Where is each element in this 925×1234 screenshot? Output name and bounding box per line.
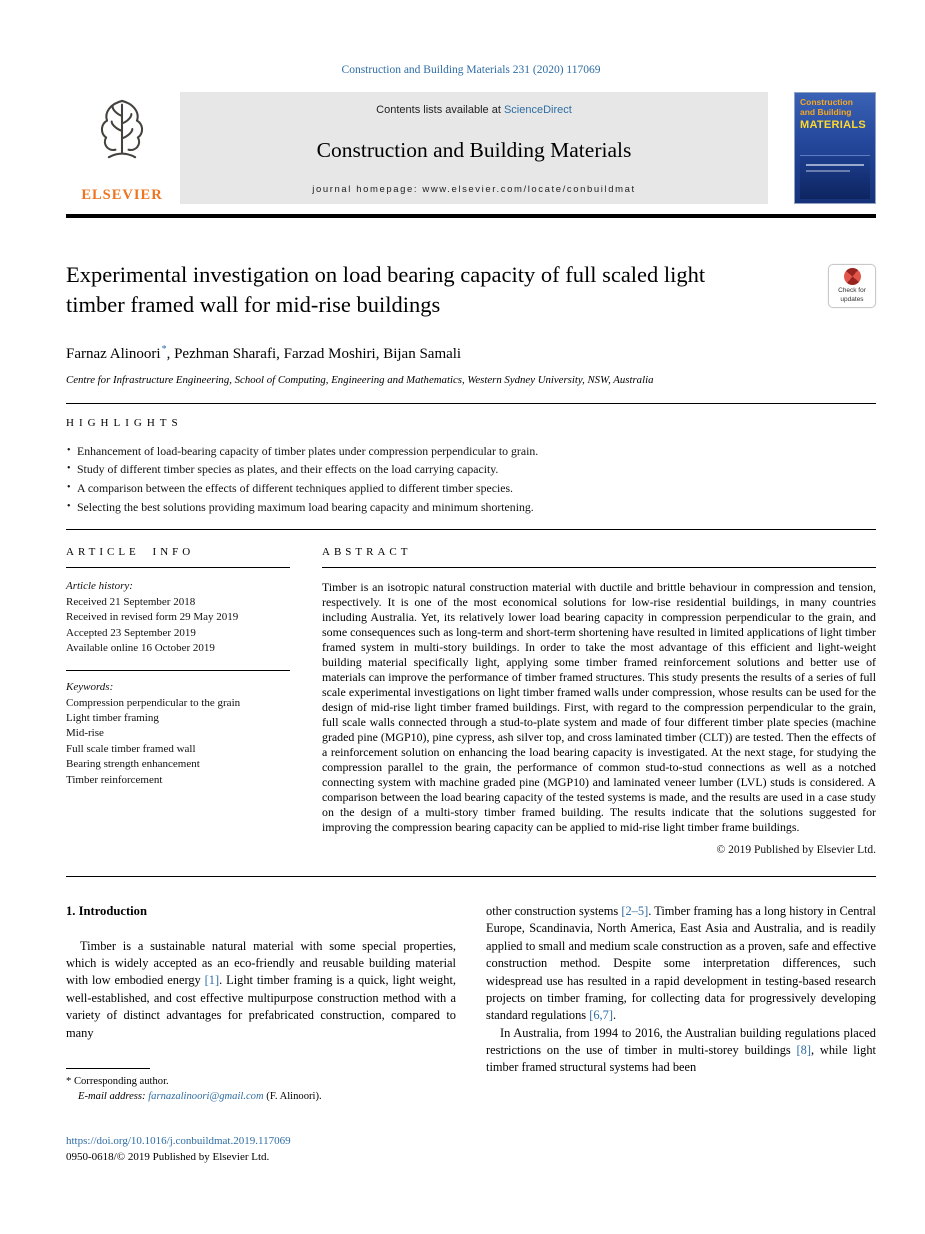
email-note <box>66 1090 456 1105</box>
page-footer <box>66 1135 876 1163</box>
history-online: Available online 16 October 2019 <box>66 642 215 655</box>
abstract-column <box>322 546 876 856</box>
body-paragraph: other construction systems [2–5]. Timber framing has a long history in Central Europe, Scandinavia, North America, East Asia and Australia, and is readily applied to small and medium scale construction as a proven, safe and effective construction method. Despite some interpretation differences, such widespread use has resulted in a rapid development in testing-based research projects on timber framing, for collecting data for progressively developing standard regulations [6,7]. <box>486 904 876 1023</box>
body-paragraph: Timber is a sustainable natural material with some special properties, which is widely accepted as an eco-friendly and reusable building material with low embodied energy [1]. Light timber framing is a quick, light weight, well-established, and cost effective multipurpose construction method with a variety of distinct advantages for prefabricated construction, compared to many <box>66 938 456 1040</box>
email-suffix: (F. Alinoori). <box>263 1090 322 1102</box>
article-info-abstract-block <box>66 546 876 856</box>
history-received: Received 21 September 2018 <box>66 596 196 609</box>
article-info-heading: ARTICLE INFO <box>66 546 290 568</box>
highlight-item: • Enhancement of load-bearing capacity of timber plates under compression perpendicular to grain. <box>66 444 876 460</box>
email-link[interactable]: farnazalinoori@gmail.com <box>148 1090 264 1102</box>
keyword: Bearing strength enhancement <box>66 758 200 771</box>
check-for-updates-label: Check for updates <box>838 287 866 303</box>
history-revised: Received in revised form 29 May 2019 <box>66 611 239 624</box>
citation-link[interactable]: [6,7] <box>589 1008 613 1023</box>
cover-artwork <box>800 155 870 199</box>
title-block <box>66 260 876 320</box>
issn-copyright-line: 0950-0618/© 2019 Published by Elsevier Ltd. <box>66 1150 270 1163</box>
contents-available-line <box>376 104 572 116</box>
abstract-text: Timber is an isotropic natural construction material with ductile and brittle behaviour in compression and tension, respectively. It is one of the most economical solutions for low-rise residential buildings, in many countries including Australia. Yet, its relatively lower load bearing capacity in compression perpendicular to the grain, and some consequences such as long-term and short-term shortening have resulted in limited applications of light timber framed system in multi-story buildings. In order to take the most advantage of this efficient and light-weight building material specifically light, applying some timber framed reinforcement solutions and better use of materials can improve the performance of timber framed structures. This study presents the results of a series of full scale experimental investigations on light timber framed walls under compression, whose results can be used for the design of mid-rise light timber framed buildings. First, with regard to the compression perpendicular to the grain, full scale walls connected through a stud-to-plate system and made of four different timber plate species (machine graded pine (MGP10), pine cypress, ash silver top, and cross laminated timber (CLT)) are tested. Then the effects of a reinforcement solution on enhancing the load bearing capacity is investigated. At the next stage, for studying the compression parallel to the grain, the performance of common stud-to-stud connections as well as a notched connecting system with machine graded pine (MGP10) and laminated veneer lumber (LVL) studs is considered. A comparison between the load bearing capacity of the tested systems is made, and the results are used in a case study on the design of a multi-story timber framed building. The results indicate that the solutions suggested for improving the compression bearing capacity can be applied to mid-rise light timber frame buildings. <box>322 580 876 835</box>
citation-link[interactable]: [2–5] <box>621 904 649 919</box>
cover-title-line2: and Building <box>800 106 852 117</box>
keyword: Light timber framing <box>66 712 159 725</box>
divider <box>66 403 876 404</box>
journal-masthead <box>180 92 768 204</box>
author-list <box>66 344 876 363</box>
divider <box>66 876 876 877</box>
affiliation: Centre for Infrastructure Engineering, School of Computing, Engineering and Mathematics, Western Sydney University, NSW, Australia <box>66 373 654 386</box>
contents-line-text: Contents lists available at <box>376 104 504 116</box>
sciencedirect-link[interactable]: ScienceDirect <box>503 104 572 116</box>
cover-title-line1: Construction <box>800 97 853 107</box>
divider <box>66 529 876 530</box>
footnote-rule <box>66 1068 150 1069</box>
journal-cover-thumbnail <box>794 92 876 204</box>
elsevier-tree-icon <box>92 94 152 171</box>
journal-homepage-line: journal homepage: www.elsevier.com/locate/conbuildmat <box>312 184 636 195</box>
journal-citation[interactable]: Construction and Building Materials 231 (2020) 117069 <box>341 64 601 76</box>
history-accepted: Accepted 23 September 2019 <box>66 626 196 639</box>
elsevier-logo <box>66 92 178 204</box>
body-paragraph: In Australia, from 1994 to 2016, the Australian building regulations placed restrictions on the use of timber in multi-storey buildings [8], while light timber framed structural systems had been <box>486 1025 876 1075</box>
body-left-column <box>66 903 456 1104</box>
highlights-list <box>66 444 876 515</box>
check-for-updates-badge[interactable] <box>828 264 876 308</box>
highlight-item: • Study of different timber species as plates, and their effects on the load carrying capacity. <box>66 462 876 478</box>
section-heading-introduction: 1. Introduction <box>66 904 147 919</box>
keywords-block <box>66 670 290 788</box>
keyword: Compression perpendicular to the grain <box>66 696 241 709</box>
cover-title-line3: MATERIALS <box>800 118 867 131</box>
email-label: E-mail address: <box>78 1090 149 1102</box>
corresponding-author-mark[interactable]: * <box>161 343 167 355</box>
corresponding-author-note: * Corresponding author. <box>66 1075 169 1087</box>
article-title: Experimental investigation on load bearing capacity of full scaled light timber framed wall for mid-rise buildings <box>66 262 706 317</box>
keyword: Timber reinforcement <box>66 773 163 786</box>
keywords-label: Keywords: <box>66 680 114 693</box>
body-text <box>66 903 876 1104</box>
citation-link[interactable]: [8] <box>796 1042 811 1057</box>
header-divider-bar <box>66 214 876 218</box>
keyword: Full scale timber framed wall <box>66 742 196 755</box>
elsevier-wordmark: ELSEVIER <box>81 187 163 203</box>
abstract-copyright: © 2019 Published by Elsevier Ltd. <box>716 844 876 857</box>
highlight-item: • A comparison between the effects of different techniques applied to different timber species. <box>66 481 876 497</box>
author-corresponding: Farnaz Alinoori <box>66 345 161 362</box>
citation-link[interactable]: [1] <box>204 973 220 988</box>
highlight-item: • Selecting the best solutions providing maximum load bearing capacity and minimum shortening. <box>66 500 876 516</box>
journal-title: Construction and Building Materials <box>316 137 632 162</box>
abstract-heading: ABSTRACT <box>322 546 876 568</box>
body-right-column <box>486 903 876 1104</box>
article-info-column <box>66 546 290 856</box>
highlights-heading: HIGHLIGHTS <box>66 416 183 429</box>
article-history-label: Article history: <box>66 580 133 593</box>
crossmark-icon <box>844 268 861 285</box>
doi-link[interactable]: https://doi.org/10.1016/j.conbuildmat.2019.117069 <box>66 1134 291 1147</box>
journal-header <box>66 92 876 204</box>
author-others: , Pezhman Sharafi, Farzad Moshiri, Bijan Samali <box>166 345 462 362</box>
keyword: Mid-rise <box>66 727 104 740</box>
footnote-block <box>66 1068 456 1105</box>
